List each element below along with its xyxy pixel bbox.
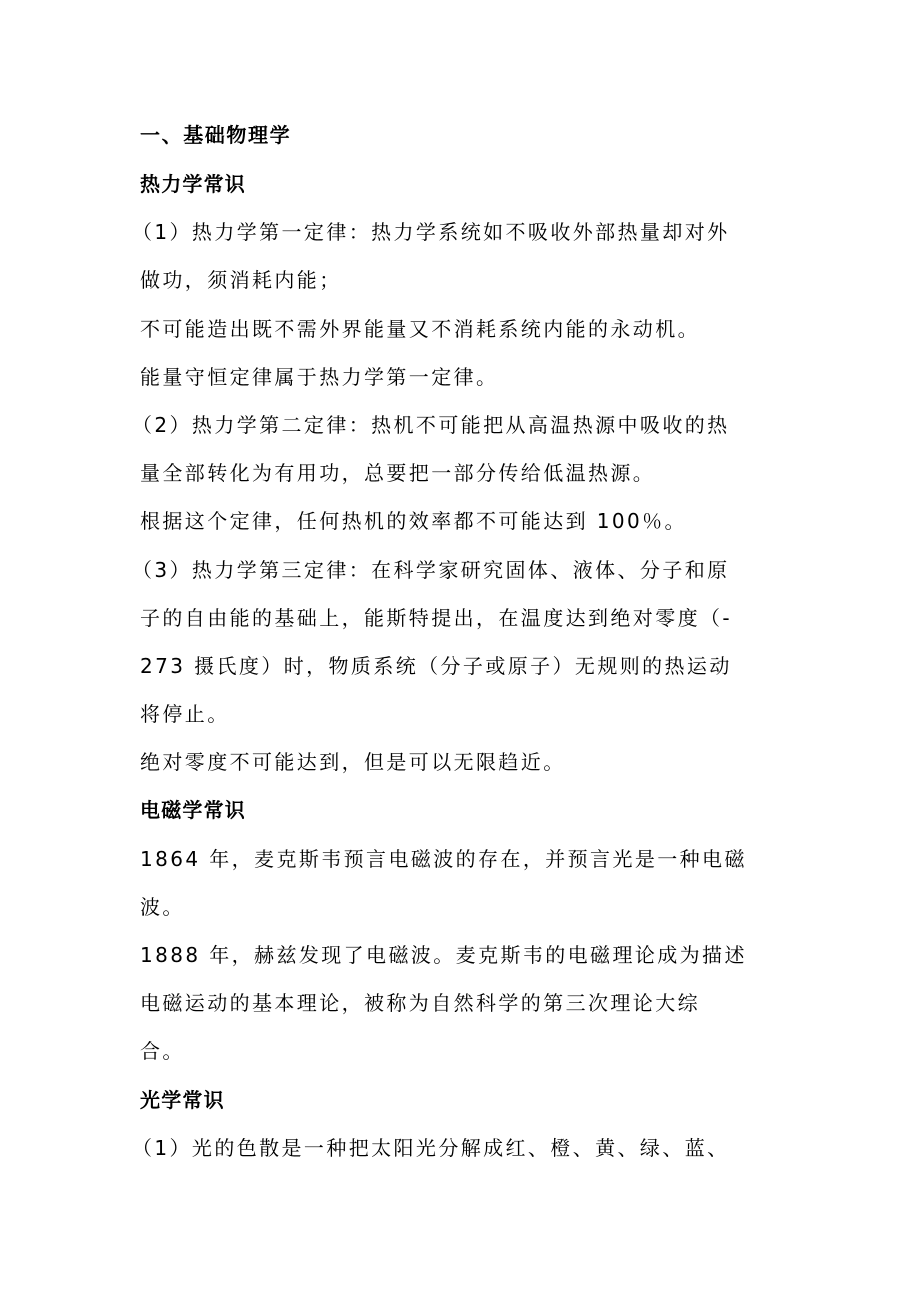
optics-p1-line1: （1）光的色散是一种把太阳光分解成红、橙、黄、绿、蓝、 bbox=[132, 1136, 730, 1160]
thermo-law3-line2: 子的自由能的基础上，能斯特提出，在温度达到绝对零度（- bbox=[140, 606, 733, 630]
em-p1-line1: 1864 年，麦克斯韦预言电磁波的存在，并预言光是一种电磁 bbox=[140, 847, 747, 871]
em-p2-line1: 1888 年，赫兹发现了电磁波。麦克斯韦的电磁理论成为描述 bbox=[140, 943, 747, 967]
em-p1-line2: 波。 bbox=[140, 895, 185, 919]
thermo-law3-line3: 273 摄氏度）时，物质系统（分子或原子）无规则的热运动 bbox=[140, 654, 732, 678]
section-title: 一、基础物理学 bbox=[140, 123, 292, 147]
thermo-law3-note: 绝对零度不可能达到，但是可以无限趋近。 bbox=[140, 750, 566, 774]
em-p2-line2: 电磁运动的基本理论，被称为自然科学的第三次理论大综 bbox=[140, 991, 700, 1015]
thermo-law3-line1: （3）热力学第三定律：在科学家研究固体、液体、分子和原 bbox=[132, 558, 730, 582]
thermo-heading: 热力学常识 bbox=[140, 172, 246, 196]
optics-heading: 光学常识 bbox=[140, 1088, 225, 1112]
thermo-law1-line2: 做功，须消耗内能； bbox=[140, 268, 342, 292]
thermo-law1-line1: （1）热力学第一定律：热力学系统如不吸收外部热量却对外 bbox=[132, 220, 730, 244]
thermo-law2-note: 根据这个定律，任何热机的效率都不可能达到 100％。 bbox=[140, 509, 687, 533]
thermo-law1-note2: 能量守恒定律属于热力学第一定律。 bbox=[140, 365, 499, 389]
thermo-law3-line4: 将停止。 bbox=[140, 702, 230, 726]
em-p2-line3: 合。 bbox=[140, 1039, 185, 1063]
thermo-law1-note1: 不可能造出既不需外界能量又不消耗系统内能的永动机。 bbox=[140, 317, 700, 341]
thermo-law2-line2: 量全部转化为有用功，总要把一部分传给低温热源。 bbox=[140, 461, 656, 485]
em-heading: 电磁学常识 bbox=[140, 798, 246, 822]
thermo-law2-line1: （2）热力学第二定律：热机不可能把从高温热源中吸收的热 bbox=[132, 413, 730, 437]
